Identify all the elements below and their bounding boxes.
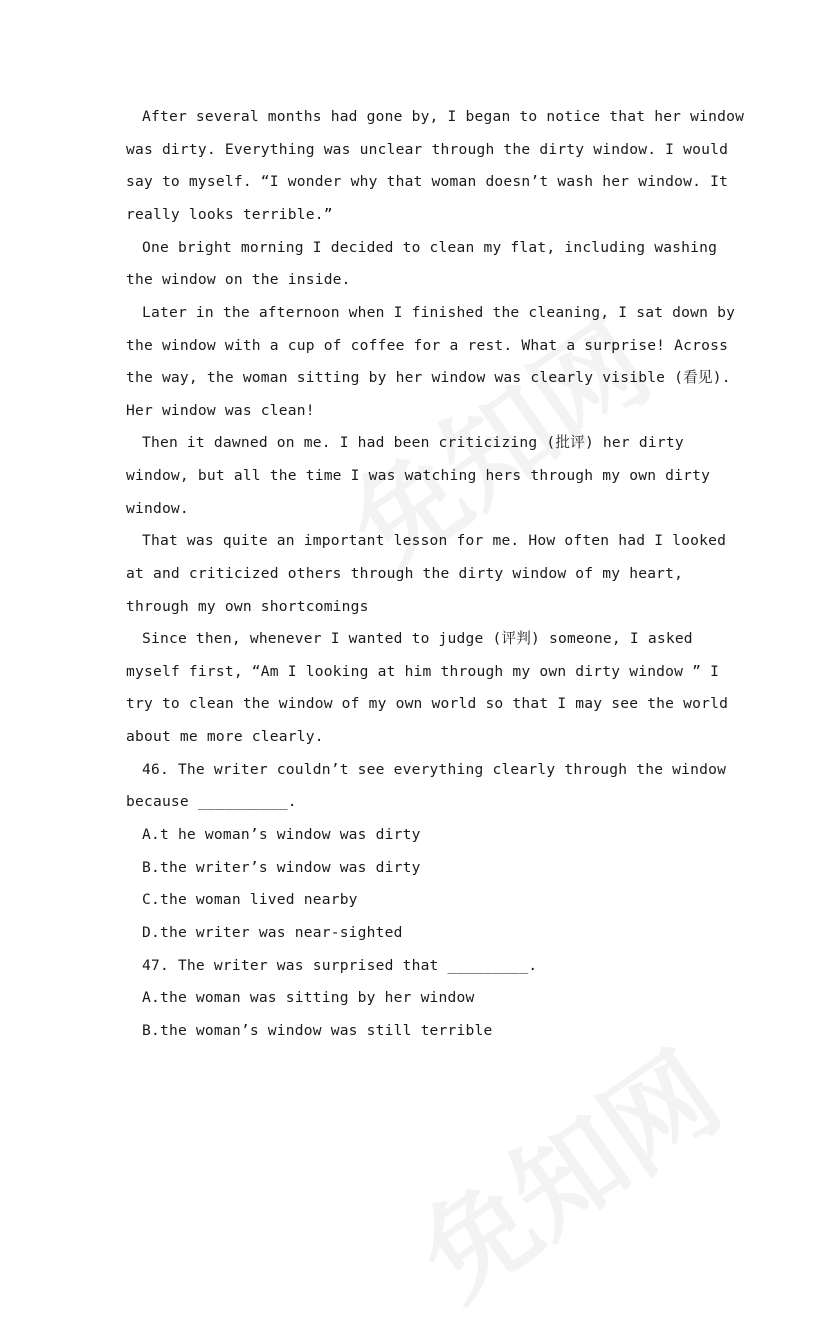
paragraph-line: Later in the afternoon when I finished the cleaning, I sat down by	[142, 304, 736, 321]
paragraph-line: really looks terrible.”	[126, 206, 333, 223]
question-46-blank: because __________.	[126, 793, 297, 810]
paragraph-line: through my own shortcomings	[126, 598, 369, 615]
q46-option-a: A.t he woman’s window was dirty	[142, 826, 421, 843]
paragraph-line: the window on the inside.	[126, 271, 351, 288]
q46-option-c: C.the woman lived nearby	[142, 891, 358, 908]
paragraph-line: was dirty. Everything was unclear through the dirty window. I would	[126, 141, 729, 158]
paragraph-line: window, but all the time I was watching hers through my own dirty	[126, 467, 711, 484]
paragraph-line: the way, the woman sitting by her window was clearly visible (看见).	[126, 369, 731, 386]
paragraph-line: One bright morning I decided to clean my flat, including washing	[142, 239, 718, 256]
q46-option-b: B.the writer’s window was dirty	[142, 859, 421, 876]
question-47: 47. The writer was surprised that _________.	[142, 957, 538, 974]
paragraph-line: myself first, “Am I looking at him through my own dirty window ” I	[126, 663, 720, 680]
paragraph-line: about me more clearly.	[126, 728, 324, 745]
question-46: 46. The writer couldn’t see everything clearly through the window	[142, 761, 727, 778]
paragraph-line: the window with a cup of coffee for a rest. What a surprise! Across	[126, 337, 729, 354]
paragraph-line: Since then, whenever I wanted to judge (评判) someone, I asked	[142, 630, 693, 647]
paragraph-line: That was quite an important lesson for me. How often had I looked	[142, 532, 727, 549]
paragraph-line: Her window was clean!	[126, 402, 315, 419]
paragraph-line: say to myself. “I wonder why that woman doesn’t wash her window. It	[126, 173, 729, 190]
paragraph-line: window.	[126, 500, 189, 517]
q47-option-a: A.the woman was sitting by her window	[142, 989, 475, 1006]
q46-option-d: D.the writer was near-sighted	[142, 924, 403, 941]
paragraph-line: at and criticized others through the dirty window of my heart,	[126, 565, 684, 582]
watermark	[385, 1010, 746, 1328]
paragraph-line: Then it dawned on me. I had been criticizing (批评) her dirty	[142, 434, 684, 451]
paragraph-line: try to clean the window of my own world so that I may see the world	[126, 695, 729, 712]
q47-option-b: B.the woman’s window was still terrible	[142, 1022, 493, 1039]
paragraph-line: After several months had gone by, I began to notice that her window	[142, 108, 745, 125]
